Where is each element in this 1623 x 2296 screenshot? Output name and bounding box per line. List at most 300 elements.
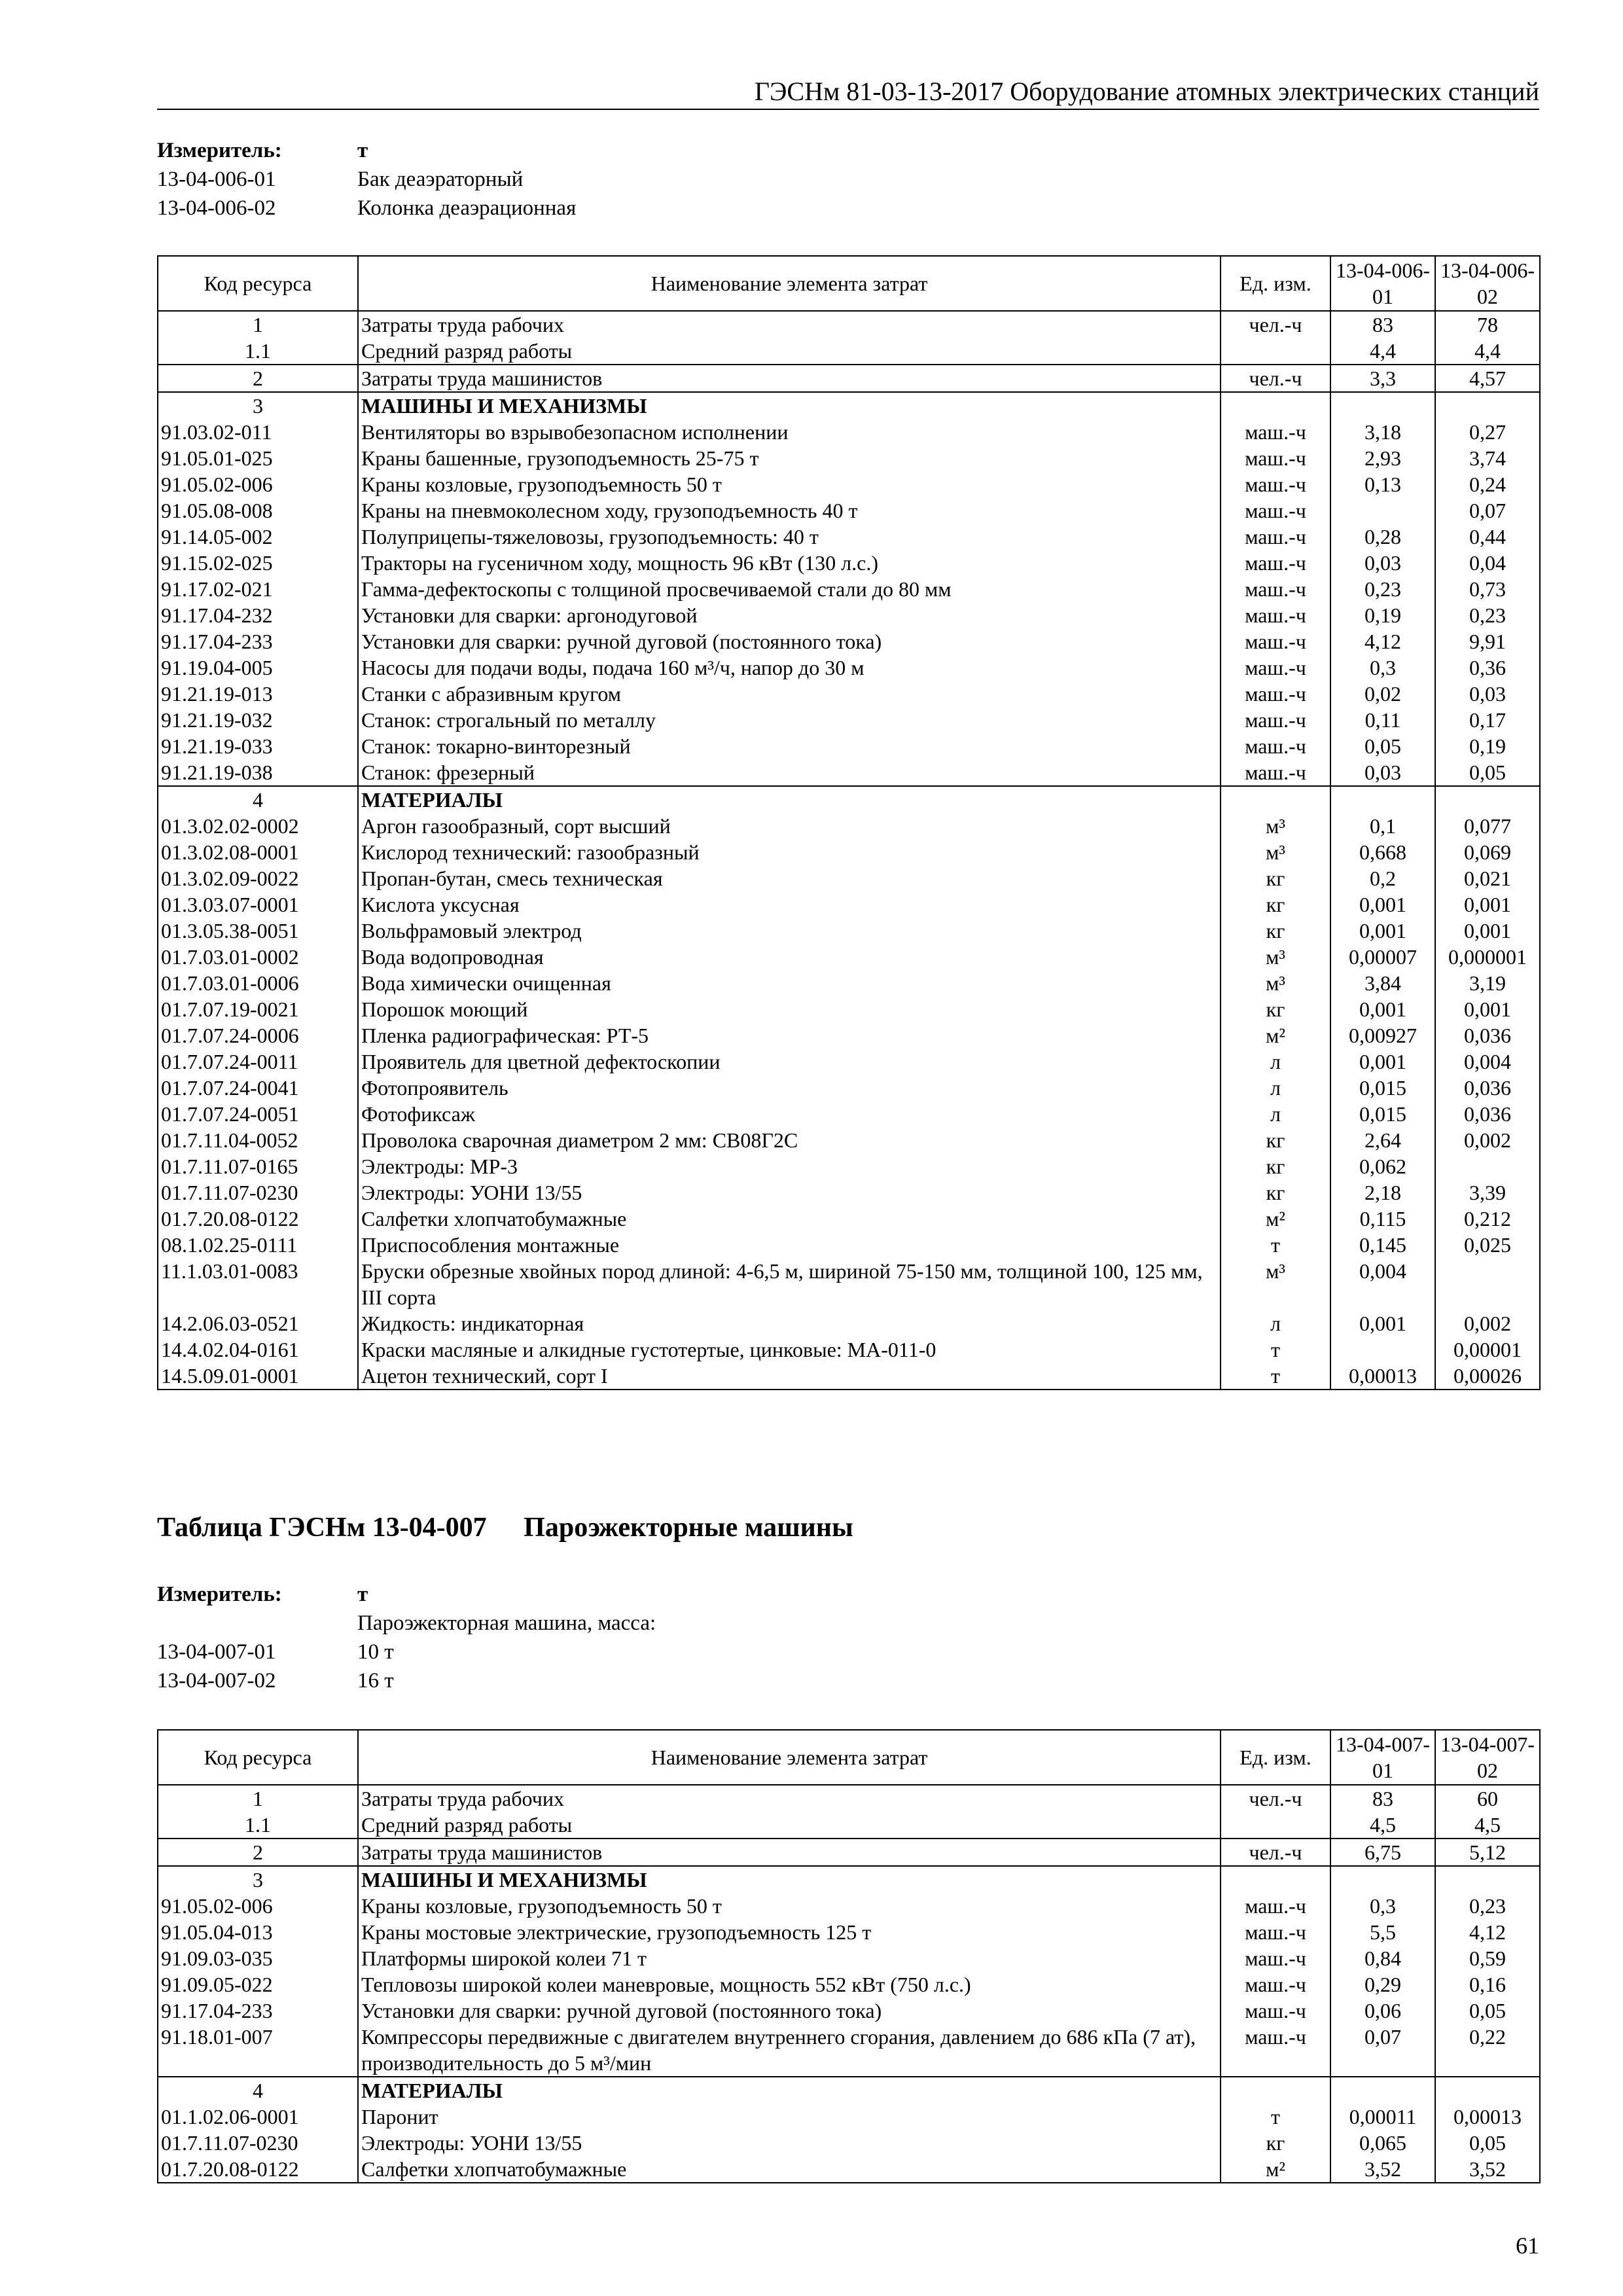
resource-code: 01.7.07.19-0021 — [158, 996, 358, 1022]
table-row — [158, 628, 1540, 655]
value-col-2: 0,004 — [1435, 1049, 1540, 1075]
resource-name: Проявитель для цветной дефектоскопии — [358, 1049, 1221, 1075]
resource-code: 2 — [158, 365, 358, 392]
value-col-1: 0,3 — [1330, 1893, 1435, 1919]
table-row — [158, 1893, 1540, 1919]
table-row — [158, 1363, 1540, 1390]
table-row — [158, 1998, 1540, 2024]
value-col-1: 0,115 — [1330, 1206, 1435, 1232]
table-row — [158, 524, 1540, 550]
resource-name: Электроды: УОНИ 13/55 — [358, 2130, 1221, 2156]
resource-name: Жидкость: индикаторная — [358, 1310, 1221, 1336]
resource-name: Краны на пневмоколесном ходу, грузоподъемность 40 т — [358, 497, 1221, 524]
resource-name: МАТЕРИАЛЫ — [358, 786, 1221, 813]
resource-code: 91.19.04-005 — [158, 655, 358, 681]
resource-code: 01.3.02.09-0022 — [158, 865, 358, 891]
unit-cell: кг — [1221, 918, 1330, 944]
value-col-2: 0,23 — [1435, 1893, 1540, 1919]
value-col-2: 0,05 — [1435, 2130, 1540, 2156]
value-col-1: 0,19 — [1330, 602, 1435, 628]
value-col-1 — [1330, 786, 1435, 813]
value-col-2: 0,05 — [1435, 759, 1540, 786]
resource-code: 91.05.02-006 — [158, 1893, 358, 1919]
header-code: Код ресурса — [158, 256, 358, 311]
resource-code: 91.21.19-038 — [158, 759, 358, 786]
value-col-2: 0,23 — [1435, 602, 1540, 628]
resource-name: Краски масляные и алкидные густотертые, цинковые: МА-011-0 — [358, 1336, 1221, 1363]
table-row — [158, 996, 1540, 1022]
value-col-1 — [1330, 1866, 1435, 1893]
unit-cell: л — [1221, 1075, 1330, 1101]
value-col-2: 0,73 — [1435, 576, 1540, 602]
resource-name: Средний разряд работы — [358, 1812, 1221, 1839]
value-col-1: 0,668 — [1330, 839, 1435, 865]
unit-cell: маш.-ч — [1221, 2024, 1330, 2077]
resource-name: Установки для сварки: аргонодуговой — [358, 602, 1221, 628]
value-col-2 — [1435, 2077, 1540, 2104]
resource-name: Тепловозы широкой колеи маневровые, мощность 552 кВт (750 л.с.) — [358, 1971, 1221, 1998]
table-row — [158, 576, 1540, 602]
unit-cell: маш.-ч — [1221, 419, 1330, 445]
header-name: Наименование элемента затрат — [358, 1730, 1221, 1785]
table-row — [158, 550, 1540, 576]
value-col-2: 0,22 — [1435, 2024, 1540, 2077]
resource-code: 91.21.19-032 — [158, 707, 358, 733]
resource-name: Электроды: МР-3 — [358, 1153, 1221, 1179]
resource-name: Насосы для подачи воды, подача 160 м³/ч, напор до 30 м — [358, 655, 1221, 681]
unit-cell: чел.-ч — [1221, 365, 1330, 392]
value-col-2: 0,24 — [1435, 471, 1540, 497]
value-col-2: 0,00013 — [1435, 2104, 1540, 2130]
value-col-2: 0,27 — [1435, 419, 1540, 445]
item-code: 13-04-007-01 — [157, 1640, 276, 1664]
resource-name: Станки с абразивным кругом — [358, 681, 1221, 707]
value-col-1: 0,2 — [1330, 865, 1435, 891]
unit-cell: м² — [1221, 1206, 1330, 1232]
value-col-2: 0,05 — [1435, 1998, 1540, 2024]
resource-name: МАШИНЫ И МЕХАНИЗМЫ — [358, 1866, 1221, 1893]
value-col-2: 4,57 — [1435, 365, 1540, 392]
unit-cell: маш.-ч — [1221, 1945, 1330, 1971]
value-col-1: 0,004 — [1330, 1258, 1435, 1310]
value-col-1: 0,07 — [1330, 2024, 1435, 2077]
header-col-2: 13-04-007-02 — [1435, 1730, 1540, 1785]
value-col-2: 0,021 — [1435, 865, 1540, 891]
value-col-1: 0,065 — [1330, 2130, 1435, 2156]
header-col-1: 13-04-006-01 — [1330, 256, 1435, 311]
value-col-1: 0,00007 — [1330, 944, 1435, 970]
value-col-2: 4,4 — [1435, 338, 1540, 365]
resource-table-1 — [157, 255, 1541, 1390]
resource-code: 01.3.02.02-0002 — [158, 813, 358, 839]
resource-code: 01.7.07.24-0051 — [158, 1101, 358, 1127]
value-col-2: 0,000001 — [1435, 944, 1540, 970]
value-col-1: 5,5 — [1330, 1919, 1435, 1945]
resource-code: 01.7.03.01-0002 — [158, 944, 358, 970]
value-col-1: 0,84 — [1330, 1945, 1435, 1971]
resource-name: Бруски обрезные хвойных пород длиной: 4-6,5 м, шириной 75-150 мм, толщиной 100, 125 мм, III сорта — [358, 1258, 1221, 1310]
resource-name: Фотопроявитель — [358, 1075, 1221, 1101]
value-col-2: 4,12 — [1435, 1919, 1540, 1945]
meter-label: Измеритель: — [157, 1583, 282, 1606]
value-col-1: 0,00013 — [1330, 1363, 1435, 1390]
unit-cell: кг — [1221, 996, 1330, 1022]
value-col-1: 0,23 — [1330, 576, 1435, 602]
value-col-1: 0,001 — [1330, 1310, 1435, 1336]
table-row — [158, 471, 1540, 497]
resource-code: 2 — [158, 1839, 358, 1866]
value-col-1: 83 — [1330, 1785, 1435, 1812]
table-row — [158, 445, 1540, 471]
unit-cell: м² — [1221, 1022, 1330, 1049]
unit-cell: маш.-ч — [1221, 759, 1330, 786]
resource-code: 01.7.07.24-0041 — [158, 1075, 358, 1101]
unit-cell: кг — [1221, 1153, 1330, 1179]
resource-code: 91.05.02-006 — [158, 471, 358, 497]
value-col-2: 0,00026 — [1435, 1363, 1540, 1390]
value-col-1: 0,11 — [1330, 707, 1435, 733]
header-col-1: 13-04-007-01 — [1330, 1730, 1435, 1785]
resource-code: 91.17.02-021 — [158, 576, 358, 602]
value-col-2: 4,5 — [1435, 1812, 1540, 1839]
resource-name: Затраты труда рабочих — [358, 1785, 1221, 1812]
resource-name: Станок: токарно-винторезный — [358, 733, 1221, 759]
value-col-1 — [1330, 392, 1435, 419]
table-title — [157, 1512, 853, 1543]
header-code: Код ресурса — [158, 1730, 358, 1785]
resource-name: Гамма-дефектоскопы с толщиной просвечиваемой стали до 80 мм — [358, 576, 1221, 602]
resource-name: МАШИНЫ И МЕХАНИЗМЫ — [358, 392, 1221, 419]
resource-name: Затраты труда машинистов — [358, 365, 1221, 392]
value-col-1: 0,001 — [1330, 996, 1435, 1022]
unit-cell: кг — [1221, 1179, 1330, 1206]
resource-code: 01.3.02.08-0001 — [158, 839, 358, 865]
unit-cell — [1221, 338, 1330, 365]
table-row — [158, 338, 1540, 365]
table-row — [158, 1310, 1540, 1336]
unit-cell: кг — [1221, 865, 1330, 891]
value-col-2: 0,03 — [1435, 681, 1540, 707]
header-name: Наименование элемента затрат — [358, 256, 1221, 311]
unit-cell: м³ — [1221, 1258, 1330, 1310]
value-col-1: 0,13 — [1330, 471, 1435, 497]
unit-cell: маш.-ч — [1221, 655, 1330, 681]
unit-cell: маш.-ч — [1221, 733, 1330, 759]
table-row — [158, 1866, 1540, 1893]
unit-cell: т — [1221, 1363, 1330, 1390]
value-col-2 — [1435, 392, 1540, 419]
resource-code: 1 — [158, 311, 358, 338]
unit-cell: маш.-ч — [1221, 524, 1330, 550]
resource-code: 11.1.03.01-0083 — [158, 1258, 358, 1310]
resource-code: 1.1 — [158, 338, 358, 365]
value-col-2: 0,069 — [1435, 839, 1540, 865]
resource-code: 1 — [158, 1785, 358, 1812]
table-row — [158, 1075, 1540, 1101]
value-col-1: 0,001 — [1330, 1049, 1435, 1075]
value-col-2: 0,001 — [1435, 996, 1540, 1022]
resource-code: 4 — [158, 2077, 358, 2104]
value-col-2: 0,077 — [1435, 813, 1540, 839]
value-col-2: 0,00001 — [1435, 1336, 1540, 1363]
unit-cell: маш.-ч — [1221, 1919, 1330, 1945]
value-col-1: 3,18 — [1330, 419, 1435, 445]
table-row — [158, 681, 1540, 707]
value-col-1: 0,29 — [1330, 1971, 1435, 1998]
value-col-1: 3,84 — [1330, 970, 1435, 996]
unit-cell: м³ — [1221, 813, 1330, 839]
value-col-2: 9,91 — [1435, 628, 1540, 655]
resource-name: Краны козловые, грузоподъемность 50 т — [358, 1893, 1221, 1919]
value-col-2: 3,74 — [1435, 445, 1540, 471]
resource-name: Установки для сварки: ручной дуговой (постоянного тока) — [358, 628, 1221, 655]
table-row — [158, 1127, 1540, 1153]
table-row — [158, 759, 1540, 786]
unit-cell — [1221, 392, 1330, 419]
table-row — [158, 2156, 1540, 2183]
item-name: Колонка деаэрационная — [357, 196, 577, 220]
value-col-2: 78 — [1435, 311, 1540, 338]
resource-code: 01.7.03.01-0006 — [158, 970, 358, 996]
table-row — [158, 2077, 1540, 2104]
meter-label: Измеритель: — [157, 139, 282, 162]
resource-name: Станок: строгальный по металлу — [358, 707, 1221, 733]
unit-cell: л — [1221, 1101, 1330, 1127]
document-title: ГЭСНм 81-03-13-2017 Оборудование атомных электрических станций — [754, 77, 1539, 106]
value-col-2: 3,39 — [1435, 1179, 1540, 1206]
item-code: 13-04-006-02 — [157, 196, 276, 220]
table-row — [158, 1839, 1540, 1866]
unit-cell: чел.-ч — [1221, 311, 1330, 338]
resource-name: Ацетон технический, сорт I — [358, 1363, 1221, 1390]
resource-name: Паронит — [358, 2104, 1221, 2130]
resource-name: Аргон газообразный, сорт высший — [358, 813, 1221, 839]
value-col-1: 0,00927 — [1330, 1022, 1435, 1049]
unit-cell — [1221, 786, 1330, 813]
resource-code: 01.7.20.08-0122 — [158, 2156, 358, 2183]
unit-cell: м³ — [1221, 970, 1330, 996]
resource-name: Тракторы на гусеничном ходу, мощность 96 кВт (130 л.с.) — [358, 550, 1221, 576]
resource-name: Проволока сварочная диаметром 2 мм: СВ08Г2С — [358, 1127, 1221, 1153]
value-col-2: 0,17 — [1435, 707, 1540, 733]
unit-cell: т — [1221, 1232, 1330, 1258]
value-col-2: 0,001 — [1435, 918, 1540, 944]
value-col-1: 0,001 — [1330, 918, 1435, 944]
table-row — [158, 970, 1540, 996]
table-row — [158, 813, 1540, 839]
value-col-2: 0,036 — [1435, 1101, 1540, 1127]
item-name: 10 т — [357, 1640, 394, 1664]
unit-cell — [1221, 1812, 1330, 1839]
resource-code: 91.05.01-025 — [158, 445, 358, 471]
table-row — [158, 311, 1540, 338]
resource-name: Краны башенные, грузоподъемность 25-75 т — [358, 445, 1221, 471]
unit-cell: маш.-ч — [1221, 1998, 1330, 2024]
unit-cell — [1221, 1866, 1330, 1893]
resource-code: 08.1.02.25-0111 — [158, 1232, 358, 1258]
table-row — [158, 1336, 1540, 1363]
resource-name: Кислород технический: газообразный — [358, 839, 1221, 865]
resource-code: 01.7.07.24-0006 — [158, 1022, 358, 1049]
page-header — [157, 73, 1539, 110]
table-row — [158, 1785, 1540, 1812]
resource-name: Установки для сварки: ручной дуговой (постоянного тока) — [358, 1998, 1221, 2024]
resource-code: 01.7.07.24-0011 — [158, 1049, 358, 1075]
table-title-prefix: Таблица ГЭСНм 13-04-007 — [157, 1513, 487, 1543]
item-name: 16 т — [357, 1669, 394, 1693]
value-col-1: 4,12 — [1330, 628, 1435, 655]
table-row — [158, 839, 1540, 865]
value-col-1: 83 — [1330, 311, 1435, 338]
table-row — [158, 1945, 1540, 1971]
table-title-name: Пароэжекторные машины — [524, 1513, 853, 1543]
value-col-2: 3,19 — [1435, 970, 1540, 996]
unit-cell: чел.-ч — [1221, 1785, 1330, 1812]
meter-subtitle: Пароэжекторная машина, масса: — [357, 1611, 656, 1635]
resource-name: Пленка радиографическая: РТ-5 — [358, 1022, 1221, 1049]
unit-cell: маш.-ч — [1221, 550, 1330, 576]
resource-code: 14.4.02.04-0161 — [158, 1336, 358, 1363]
unit-cell: л — [1221, 1049, 1330, 1075]
resource-code: 1.1 — [158, 1812, 358, 1839]
value-col-1: 0,06 — [1330, 1998, 1435, 2024]
value-col-2: 0,07 — [1435, 497, 1540, 524]
unit-cell: м³ — [1221, 944, 1330, 970]
resource-name: Вентиляторы во взрывобезопасном исполнении — [358, 419, 1221, 445]
resource-code: 91.21.19-013 — [158, 681, 358, 707]
resource-code: 91.09.03-035 — [158, 1945, 358, 1971]
resource-code: 01.1.02.06-0001 — [158, 2104, 358, 2130]
resource-code: 14.5.09.01-0001 — [158, 1363, 358, 1390]
resource-name: Вода водопроводная — [358, 944, 1221, 970]
table-row — [158, 1022, 1540, 1049]
resource-name: Вода химически очищенная — [358, 970, 1221, 996]
resource-name: Электроды: УОНИ 13/55 — [358, 1179, 1221, 1206]
value-col-2: 0,002 — [1435, 1310, 1540, 1336]
table-row — [158, 655, 1540, 681]
table-row — [158, 786, 1540, 813]
unit-cell: маш.-ч — [1221, 576, 1330, 602]
unit-cell: маш.-ч — [1221, 1893, 1330, 1919]
meter-unit: т — [357, 1583, 368, 1606]
value-col-1 — [1330, 2077, 1435, 2104]
value-col-1: 0,001 — [1330, 891, 1435, 918]
resource-code: 91.21.19-033 — [158, 733, 358, 759]
table-row — [158, 2130, 1540, 2156]
resource-code: 4 — [158, 786, 358, 813]
table-row — [158, 497, 1540, 524]
unit-cell: т — [1221, 1336, 1330, 1363]
unit-cell: кг — [1221, 2130, 1330, 2156]
table-row — [158, 1971, 1540, 1998]
value-col-2: 0,212 — [1435, 1206, 1540, 1232]
table-row — [158, 1232, 1540, 1258]
value-col-2: 0,036 — [1435, 1075, 1540, 1101]
unit-cell: л — [1221, 1310, 1330, 1336]
resource-name: МАТЕРИАЛЫ — [358, 2077, 1221, 2104]
unit-cell: маш.-ч — [1221, 628, 1330, 655]
value-col-1: 2,64 — [1330, 1127, 1435, 1153]
unit-cell: маш.-ч — [1221, 1971, 1330, 1998]
value-col-2: 3,52 — [1435, 2156, 1540, 2183]
value-col-1: 0,015 — [1330, 1101, 1435, 1127]
unit-cell: кг — [1221, 1127, 1330, 1153]
unit-cell: маш.-ч — [1221, 681, 1330, 707]
value-col-1: 2,18 — [1330, 1179, 1435, 1206]
resource-code: 91.17.04-232 — [158, 602, 358, 628]
table-body — [158, 1785, 1540, 2183]
resource-code: 91.09.05-022 — [158, 1971, 358, 1998]
resource-name: Приспособления монтажные — [358, 1232, 1221, 1258]
resource-name: Затраты труда машинистов — [358, 1839, 1221, 1866]
table-row — [158, 891, 1540, 918]
value-col-2: 0,59 — [1435, 1945, 1540, 1971]
resource-name: Салфетки хлопчатобумажные — [358, 2156, 1221, 2183]
value-col-1: 0,1 — [1330, 813, 1435, 839]
meter-unit: т — [357, 139, 368, 162]
value-col-1: 0,02 — [1330, 681, 1435, 707]
value-col-1: 4,4 — [1330, 338, 1435, 365]
value-col-1: 0,03 — [1330, 759, 1435, 786]
value-col-2: 0,036 — [1435, 1022, 1540, 1049]
value-col-1: 3,52 — [1330, 2156, 1435, 2183]
table-row — [158, 1049, 1540, 1075]
resource-code: 14.2.06.03-0521 — [158, 1310, 358, 1336]
value-col-2 — [1435, 1258, 1540, 1310]
table-row — [158, 1206, 1540, 1232]
table-row — [158, 365, 1540, 392]
value-col-2: 0,44 — [1435, 524, 1540, 550]
header-unit: Ед. изм. — [1221, 1730, 1330, 1785]
table-row — [158, 2104, 1540, 2130]
table-row — [158, 865, 1540, 891]
value-col-1: 2,93 — [1330, 445, 1435, 471]
value-col-1: 0,05 — [1330, 733, 1435, 759]
page-number: 61 — [1516, 2233, 1539, 2259]
unit-cell: маш.-ч — [1221, 471, 1330, 497]
resource-name: Пропан-бутан, смесь техническая — [358, 865, 1221, 891]
item-name: Бак деаэраторный — [357, 168, 524, 191]
resource-name: Краны козловые, грузоподъемность 50 т — [358, 471, 1221, 497]
header-unit: Ед. изм. — [1221, 256, 1330, 311]
resource-name: Затраты труда рабочих — [358, 311, 1221, 338]
value-col-1: 0,00011 — [1330, 2104, 1435, 2130]
resource-code: 01.3.03.07-0001 — [158, 891, 358, 918]
resource-name: Краны мостовые электрические, грузоподъемность 125 т — [358, 1919, 1221, 1945]
table-row — [158, 2024, 1540, 2077]
resource-code: 01.7.11.07-0230 — [158, 1179, 358, 1206]
resource-code: 91.14.05-002 — [158, 524, 358, 550]
table-row — [158, 1101, 1540, 1127]
table-row — [158, 918, 1540, 944]
value-col-1: 0,145 — [1330, 1232, 1435, 1258]
value-col-2: 0,002 — [1435, 1127, 1540, 1153]
value-col-1 — [1330, 497, 1435, 524]
value-col-1: 0,062 — [1330, 1153, 1435, 1179]
value-col-2: 0,16 — [1435, 1971, 1540, 1998]
unit-cell: чел.-ч — [1221, 1839, 1330, 1866]
resource-code: 01.7.11.07-0230 — [158, 2130, 358, 2156]
value-col-2: 0,36 — [1435, 655, 1540, 681]
table-row — [158, 392, 1540, 419]
unit-cell: маш.-ч — [1221, 707, 1330, 733]
value-col-2: 0,19 — [1435, 733, 1540, 759]
resource-name: Кислота уксусная — [358, 891, 1221, 918]
table-row — [158, 1812, 1540, 1839]
resource-name: Фотофиксаж — [358, 1101, 1221, 1127]
header-col-2: 13-04-006-02 — [1435, 256, 1540, 311]
table-row — [158, 707, 1540, 733]
